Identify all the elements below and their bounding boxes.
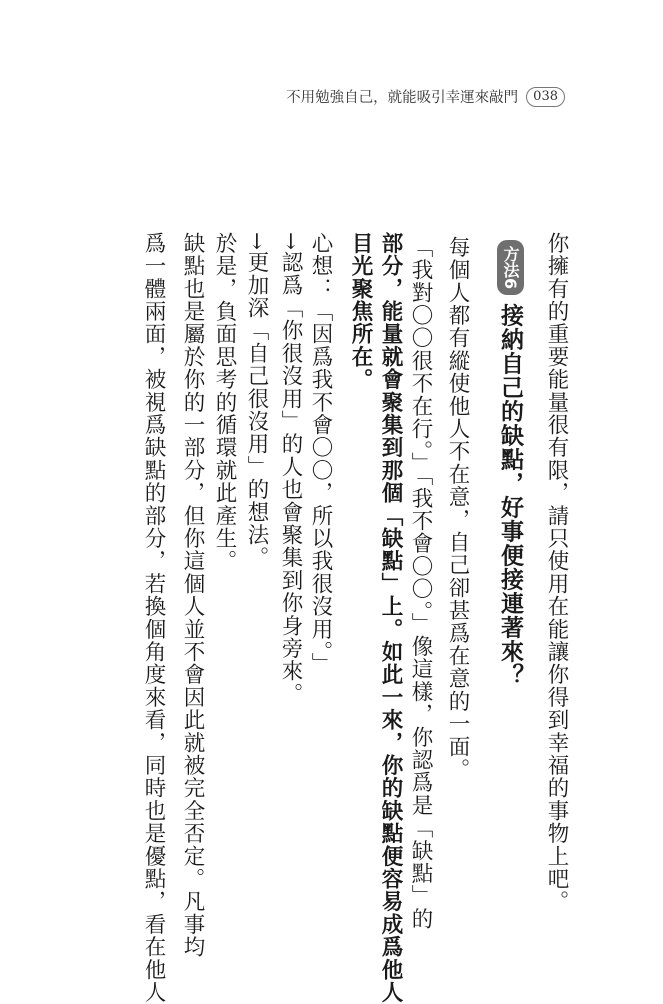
body-line-4: 目光聚焦所在。 — [348, 232, 373, 391]
body-line-6: →認爲「你很沒用」的人也會聚集到你身旁來。 — [278, 232, 303, 706]
method-badge: 方法6 — [497, 240, 524, 295]
body-line-5: 心想：「因爲我不會〇〇，所以我很沒用。」 — [308, 232, 333, 676]
body-line-2: 「我對〇〇很不在行。」「我不會〇〇。」像這樣，你認爲是「缺點」的 — [408, 236, 433, 931]
running-header — [286, 86, 565, 107]
method-heading — [494, 240, 527, 687]
body-line-8: 於是，負面思考的循環就此產生。 — [212, 232, 237, 573]
body-line-9: 缺點也是屬於你的一部分，但你這個人並不會因此就被完全否定。凡事均 — [180, 232, 205, 959]
method-title: 接納自己的缺點，好事便接連著來？ — [497, 303, 523, 688]
page-number: 038 — [526, 87, 565, 107]
body-line-1: 每個人都有縱使他人不在意，自己卻甚爲在意的一面。 — [445, 236, 470, 781]
running-title: 不用勉強自己，就能吸引幸運來敲門 — [286, 90, 519, 106]
body-line-3: 部分，能量就會聚集到那個「缺點」上。如此一來，你的缺點便容易成爲他人 — [378, 232, 403, 1004]
intro-paragraph: 你擁有的重要能量很有限，請只使用在能讓你得到幸福的事物上吧。 — [544, 232, 569, 913]
body-line-10: 爲一體兩面，被視爲缺點的部分，若換個角度來看，同時也是優點，看在他人 — [141, 232, 166, 1004]
body-line-7: →更加深「自己很沒用」的想法。 — [244, 232, 269, 570]
